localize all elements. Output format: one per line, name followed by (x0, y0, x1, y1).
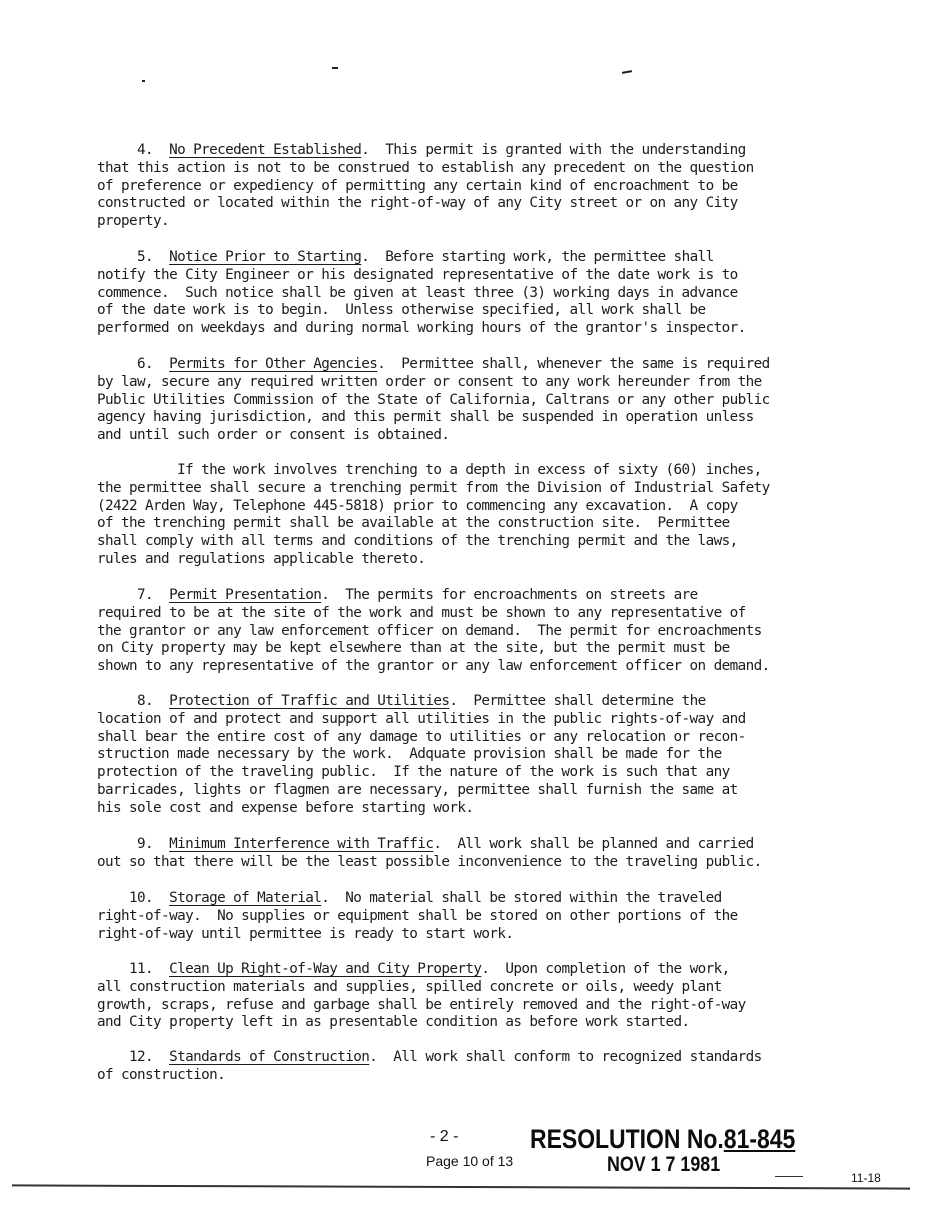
scan-speck (622, 70, 632, 74)
section-number: 4. (97, 142, 170, 158)
section-text: . Permittee shall determine the (449, 693, 706, 709)
text-line: of preference or expediency of permitting any certain kind of encroachment to be (97, 177, 738, 194)
text-line: that this action is not to be construed to establish any precedent on the question (97, 159, 754, 176)
text-line: the permittee shall secure a trenching permit from the Division of Industrial Safety (97, 479, 770, 496)
text-line (97, 142, 754, 160)
section-heading: Standards of Construction (169, 1049, 370, 1065)
section-number: 7. (97, 587, 170, 603)
section-number: 11. (97, 961, 170, 977)
section-text: . This permit is granted with the understanding (361, 142, 746, 158)
page-count: Page 10 of 13 (426, 1153, 514, 1169)
resolution-stamp (530, 1124, 795, 1155)
text-line: on City property may be kept elsewhere than at the site, but the permit must be (97, 640, 730, 657)
paragraph-p12 (97, 1049, 762, 1085)
text-line: (2422 Arden Way, Telephone 445-5818) prior to commencing any excavation. A copy (97, 497, 738, 514)
paragraph-p6 (97, 356, 770, 445)
section-text: . Before starting work, the permittee shall (361, 249, 714, 265)
paragraph-p5 (97, 249, 746, 338)
short-rule (775, 1176, 803, 1177)
text-line: location of and protect and support all utilities in the public rights-of-way and (97, 710, 746, 727)
text-line: constructed or located within the right-of-way of any City street or on any City (97, 195, 738, 212)
form-code: 11-18 (851, 1171, 881, 1185)
section-heading: Permits for Other Agencies (169, 356, 378, 372)
text-line: Public Utilities Commission of the State of California, Caltrans or any other public (97, 391, 770, 408)
text-line (97, 356, 770, 374)
text-line: barricades, lights or flagmen are necessary, permittee shall furnish the same at (97, 781, 738, 798)
scan-speck (142, 80, 145, 82)
text-line (97, 890, 738, 908)
paragraph-p4 (97, 142, 754, 231)
text-line: protection of the traveling public. If the nature of the work is such that any (97, 764, 730, 781)
section-text: . All work shall be planned and carried (433, 836, 754, 852)
text-line: shown to any representative of the grantor or any law enforcement officer on demand. (97, 658, 770, 675)
text-line: of the trenching permit shall be available at the construction site. Permittee (97, 515, 730, 532)
section-heading: Notice Prior to Starting (169, 249, 362, 265)
text-line (97, 1049, 762, 1067)
section-number: 6. (97, 356, 170, 372)
text-line (97, 961, 746, 979)
text-line: notify the City Engineer or his designated representative of the date work is to (97, 266, 738, 283)
section-heading: Storage of Material (169, 890, 322, 906)
section-heading: No Precedent Established (169, 142, 362, 158)
text-line (97, 693, 746, 711)
resolution-date: NOV 1 7 1981 (607, 1153, 721, 1176)
section-text: . Upon completion of the work, (481, 961, 730, 977)
section-text: . Permittee shall, whenever the same is required (377, 356, 770, 372)
text-line: struction made necessary by the work. Adquate provision shall be made for the (97, 746, 722, 763)
text-line: shall bear the entire cost of any damage to utilities or any relocation or recon- (97, 728, 746, 745)
resolution-number: 81-845 (723, 1124, 796, 1154)
text-line: performed on weekdays and during normal working hours of the grantor's inspector. (97, 320, 746, 337)
paragraph-p10 (97, 890, 738, 943)
text-line: growth, scraps, refuse and garbage shall be entirely removed and the right-of-way (97, 996, 746, 1013)
text-line: the grantor or any law enforcement officer on demand. The permit for encroachments (97, 622, 762, 639)
text-line (97, 587, 770, 605)
text-line: rules and regulations applicable thereto. (97, 550, 426, 567)
text-line: shall comply with all terms and conditions of the trenching permit and the laws, (97, 533, 738, 550)
section-heading: Protection of Traffic and Utilities (169, 693, 450, 709)
paragraph-p8 (97, 693, 746, 818)
section-heading: Permit Presentation (169, 587, 322, 603)
text-line: required to be at the site of the work and must be shown to any representative of (97, 604, 746, 621)
section-number: 8. (97, 693, 170, 709)
footer-rule (12, 1184, 910, 1189)
paragraph-p11 (97, 961, 746, 1032)
text-line: agency having jurisdiction, and this permit shall be suspended in operation unless (97, 409, 754, 426)
section-number: 12. (97, 1049, 170, 1065)
paragraph-p9 (97, 836, 762, 872)
text-line: commence. Such notice shall be given at least three (3) working days in advance (97, 284, 738, 301)
text-line: If the work involves trenching to a depth in excess of sixty (60) inches, (97, 462, 762, 478)
text-line (97, 249, 746, 267)
text-line: and City property left in as presentable condition as before work started. (97, 1014, 690, 1031)
scan-speck (332, 67, 338, 69)
text-line: right-of-way until permittee is ready to start work. (97, 925, 514, 942)
resolution-title: RESOLUTION No. (530, 1124, 724, 1154)
section-heading: Minimum Interference with Traffic (169, 836, 434, 852)
text-line: out so that there will be the least possible inconvenience to the traveling public. (97, 853, 762, 870)
section-number: 5. (97, 249, 170, 265)
paragraph-p7 (97, 587, 770, 676)
text-line: all construction materials and supplies, spilled concrete or oils, weedy plant (97, 978, 722, 995)
text-line: of the date work is to begin. Unless otherwise specified, all work shall be (97, 302, 706, 319)
text-line: property. (97, 213, 170, 230)
section-text: . No material shall be stored within the traveled (321, 890, 722, 906)
text-line: by law, secure any required written order or consent to any work hereunder from the (97, 373, 762, 390)
section-number: 9. (97, 836, 170, 852)
section-heading: Clean Up Right-of-Way and City Property (169, 961, 482, 977)
text-line: his sole cost and expense before starting work. (97, 799, 474, 816)
paragraph-p6b (97, 462, 770, 569)
text-line (97, 836, 762, 854)
text-line: right-of-way. No supplies or equipment shall be stored on other portions of the (97, 907, 738, 924)
text-line: and until such order or consent is obtained. (97, 427, 450, 444)
section-number: 10. (97, 890, 170, 906)
text-line: of construction. (97, 1066, 226, 1083)
section-text: . All work shall conform to recognized standards (369, 1049, 762, 1065)
section-text: . The permits for encroachments on streets are (321, 587, 698, 603)
page-marker: - 2 - (430, 1128, 459, 1145)
